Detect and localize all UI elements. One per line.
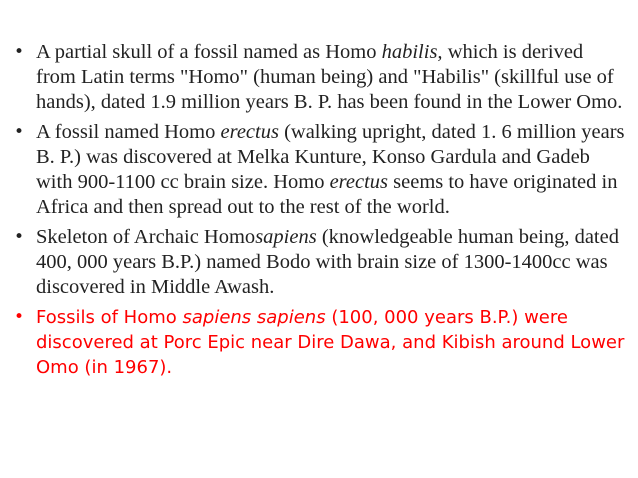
- bullet-text-italic: sapiens sapiens: [182, 307, 326, 328]
- bullet-dot: •: [14, 42, 25, 62]
- bullet-text-segment: (walking upright, dated 1. 6 million years B. P.) was discovered at Melka Kunture, Konso Gardula and Gadeb with 900-1100 cc brain size. Homo: [36, 121, 625, 193]
- bullet-item-homo-erectus: [14, 120, 626, 220]
- bullet-text-segment: (100, 000 years B.P.) were discovered at Porc Epic near Dire Dawa, and Kibish around Lower Omo (in 1967).: [36, 307, 625, 378]
- bullet-text-segment: Fossils of Homo: [36, 307, 183, 328]
- bullet-text-segment: seems to have originated in Africa and then spread out to the rest of the world.: [36, 171, 618, 218]
- bullet-dot: •: [14, 307, 25, 327]
- bullet-text-segment: A partial skull of a fossil named as Homo: [36, 41, 382, 63]
- bullet-dot: •: [14, 227, 25, 247]
- bullet-text-italic: sapiens: [255, 226, 317, 248]
- bullet-text-segment: Skeleton of Archaic Homo: [36, 226, 256, 248]
- bullet-item-homo-habilis: [14, 40, 626, 115]
- bullet-dot: •: [14, 122, 25, 142]
- bullet-text-segment: which is derived from Latin terms "Homo" (human being) and "Habilis" (skillful use of hands), dated 1.9 million years B. P. has been found in the Lower Omo.: [36, 41, 623, 113]
- bullet-text-italic: erectus: [329, 171, 389, 193]
- bullet-text-italic: erectus: [220, 121, 279, 143]
- bullet-item-homo-sapiens-sapiens: [14, 305, 626, 380]
- bullet-text-segment: A fossil named Homo: [36, 121, 221, 143]
- bullet-list: [14, 40, 626, 385]
- bullet-item-archaic-homo-sapiens: [14, 225, 626, 300]
- bullet-text-italic: habilis,: [381, 41, 443, 63]
- bullet-text-segment: (knowledgeable human being, dated 400, 000 years B.P.) named Bodo with brain size of 1300-1400cc was discovered in Middle Awash.: [36, 226, 619, 298]
